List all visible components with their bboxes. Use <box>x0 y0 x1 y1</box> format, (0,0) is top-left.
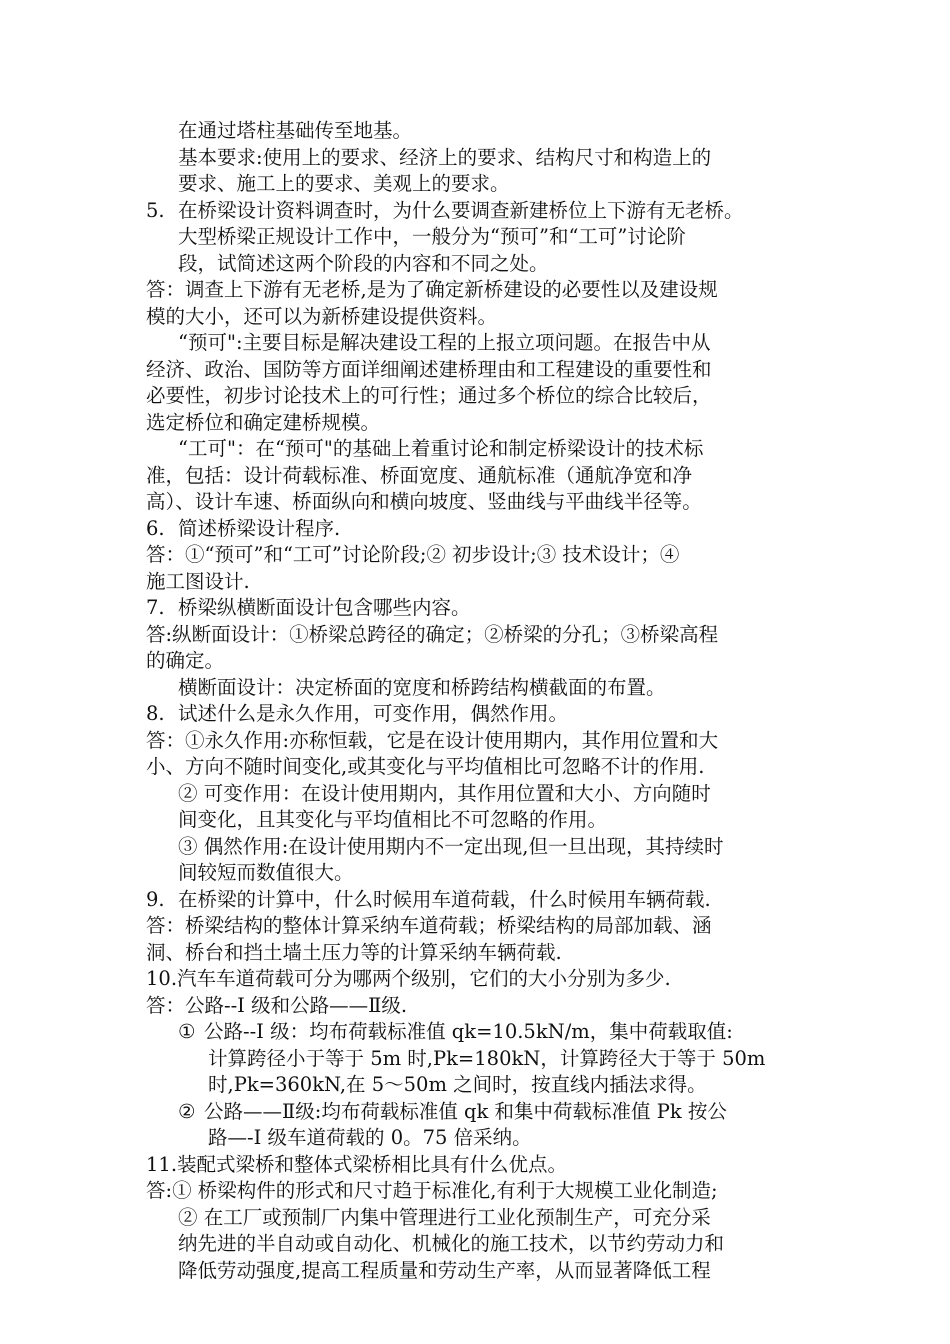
item-text: 公路--Ⅰ 级：均布荷载标准值 qk=10.5kN/m，集中荷载取值: <box>204 1020 733 1043</box>
question-number: 6. <box>146 516 165 540</box>
text-line: 洞、桥台和挡土墙土压力等的计算采纳车辆荷载. <box>146 940 562 964</box>
question-6 <box>146 516 818 543</box>
text-line: 大型桥梁正规设计工作中，一般分为“预可”和“工可”讨论阶 <box>178 225 686 248</box>
answer-line: 答：①“预可”和“工可”讨论阶段;② 初步设计;③ 技术设计；④ <box>146 543 680 566</box>
text-line: 施工图设计. <box>146 569 250 593</box>
circled-number: ① <box>178 1020 196 1043</box>
question-text: 在桥梁设计资料调查时，为什么要调查新建桥位上下游有无老桥。 <box>178 198 744 222</box>
item-text: 公路——Ⅱ级:均布荷载标准值 qk 和集中荷载标准值 Pk 按公 <box>204 1099 727 1123</box>
text-line: 高）、设计车速、桥面纵向和横向坡度、竖曲线与平曲线半径等。 <box>146 490 702 513</box>
question-number: 5. <box>146 198 165 222</box>
question-text: 汽车车道荷载可分为哪两个级别，它们的大小分别为多少. <box>177 967 671 990</box>
text-line: 路—-Ⅰ 级车道荷载的 0。75 倍采纳。 <box>208 1126 532 1149</box>
text-line: 小、方向不随时间变化,或其变化与平均值相比可忽略不计的作用. <box>146 755 705 778</box>
answer-line: 答：桥梁结构的整体计算采纳车道荷载；桥梁结构的局部加载、涵 <box>146 914 712 937</box>
circled-number: ② <box>178 1099 196 1123</box>
text-line: 要求、施工上的要求、美观上的要求。 <box>178 172 510 195</box>
question-8 <box>146 701 818 728</box>
text-line: ② 可变作用：在设计使用期内，其作用位置和大小、方向随时 <box>178 781 711 805</box>
question-7 <box>146 595 818 622</box>
question-number: 7. <box>146 596 165 619</box>
text-line: 横断面设计：决定桥面的宽度和桥跨结构横截面的布置。 <box>178 675 666 699</box>
text-line: ② 在工厂或预制厂内集中管理进行工业化预制生产，可充分采 <box>178 1205 711 1229</box>
question-text: 简述桥梁设计程序. <box>178 516 341 540</box>
question-text: 在桥梁的计算中，什么时候用车道荷载，什么时候用车辆荷载. <box>178 887 711 911</box>
question-text: 装配式梁桥和整体式梁桥相比具有什么优点。 <box>177 1152 568 1176</box>
answer-line: 答：①永久作用:亦称恒载，它是在设计使用期内，其作用位置和大 <box>146 728 719 752</box>
text-line: “工可"：在“预可"的基础上着重讨论和制定桥梁设计的技术标 <box>178 437 704 460</box>
question-10 <box>146 966 818 993</box>
question-number: 8. <box>146 702 165 725</box>
question-number: 11. <box>146 1152 178 1176</box>
question-number: 9. <box>146 887 165 911</box>
question-11 <box>146 1152 818 1179</box>
text-line: ③ 偶然作用:在设计使用期内不一定出现,但一旦出现，其持续时 <box>178 834 724 858</box>
text-line: 模的大小，还可以为新桥建设提供资料。 <box>146 304 498 328</box>
text-line: 间较短而数值很大。 <box>178 861 354 884</box>
document-body <box>146 118 818 1284</box>
answer-line: 答:纵断面设计：①桥梁总跨径的确定；②桥梁的分孔；③桥梁高程 <box>146 622 719 646</box>
question-text: 桥梁纵横断面设计包含哪些内容。 <box>178 596 471 619</box>
answer-line: 答：调查上下游有无老桥,是为了确定新桥建设的必要性以及建设规 <box>146 278 718 301</box>
text-line: 计算跨径小于等于 5m 时,Pk=180kN，计算跨径大于等于 50m <box>208 1046 766 1070</box>
answer-line: 答：公路--Ⅰ 级和公路——Ⅱ级. <box>146 993 408 1017</box>
text-line: 必要性，初步讨论技术上的可行性；通过多个桥位的综合比较后， <box>146 384 712 407</box>
text-line: 准，包括：设计荷载标准、桥面宽度、通航标准（通航净宽和净 <box>146 463 693 487</box>
answer-line: 答:① 桥梁构件的形式和尺寸趋于标准化,有利于大规模工业化制造; <box>146 1179 718 1202</box>
text-line: 选定桥位和确定建桥规模。 <box>146 410 381 434</box>
text-line: 基本要求:使用上的要求、经济上的要求、结构尺寸和构造上的 <box>178 145 712 169</box>
question-9 <box>146 887 818 914</box>
question-text: 试述什么是永久作用，可变作用，偶然作用。 <box>178 702 569 725</box>
text-line: 时,Pk=360kN,在 5～50m 之间时，按直线内插法求得。 <box>208 1073 707 1096</box>
text-line: 段，试简述这两个阶段的内容和不同之处。 <box>178 251 549 275</box>
text-line: 纳先进的半自动或自动化、机械化的施工技术，以节约劳动力和 <box>178 1232 725 1255</box>
question-5 <box>146 198 818 225</box>
text-line: 在通过塔柱基础传至地基。 <box>178 119 413 142</box>
text-line: 经济、政治、国防等方面详细阐述建桥理由和工程建设的重要性和 <box>146 357 712 381</box>
text-line: “预可":主要目标是解决建设工程的上报立项问题。在报告中从 <box>178 331 711 354</box>
list-item <box>146 1099 818 1126</box>
question-number: 10. <box>146 967 178 990</box>
text-line: 间变化，且其变化与平均值相比不可忽略的作用。 <box>178 808 608 831</box>
text-line: 的确定。 <box>146 649 225 672</box>
list-item <box>146 1019 818 1046</box>
text-line: 降低劳动强度,提高工程质量和劳动生产率，从而显著降低工程 <box>178 1258 711 1282</box>
